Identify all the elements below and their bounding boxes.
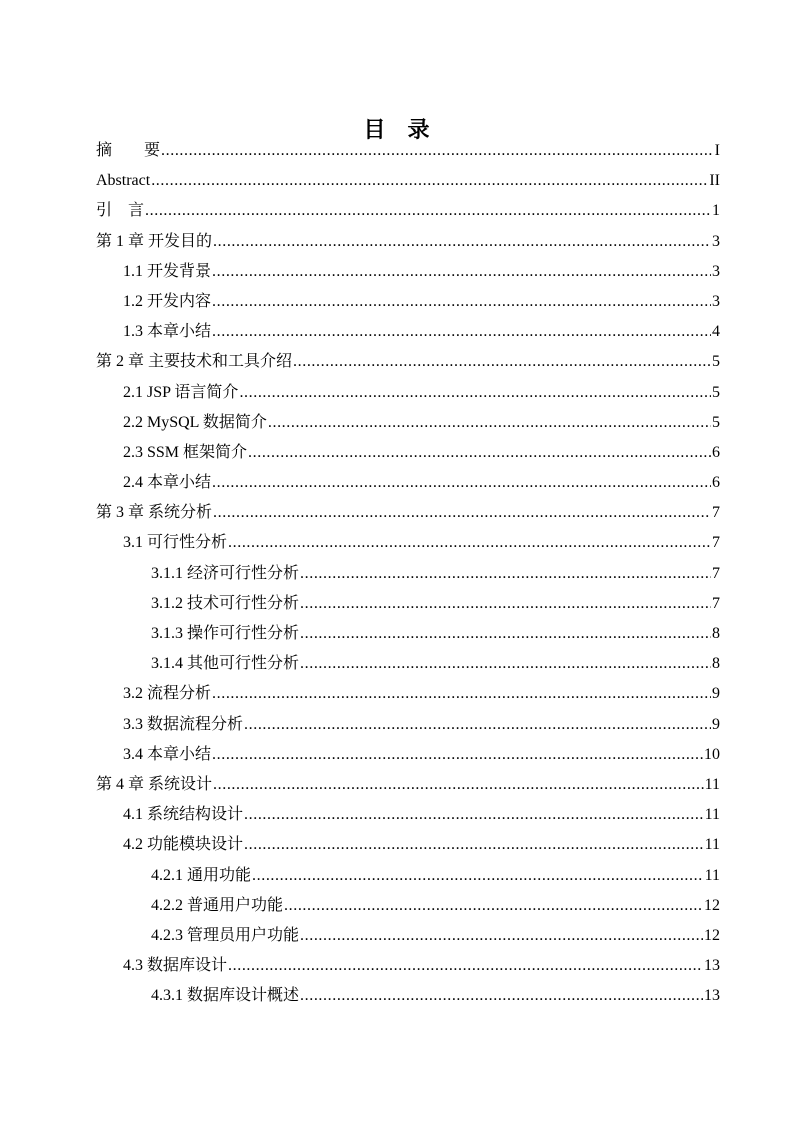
toc-entry-label: 3.2 流程分析 <box>123 685 212 703</box>
toc-leader-dots <box>300 981 703 1011</box>
toc-entry[interactable] <box>96 227 720 257</box>
toc-entry-label: 第 1 章 开发目的 <box>96 232 213 250</box>
toc-entry[interactable] <box>96 981 720 1011</box>
toc-leader-dots <box>284 891 703 921</box>
toc-leader-dots <box>212 468 711 498</box>
toc-entry-page-number: 13 <box>704 957 720 975</box>
toc-entry-label: 3.1.2 技术可行性分析 <box>151 594 300 612</box>
toc-leader-dots <box>145 196 711 226</box>
toc-entry-label: 3.1 可行性分析 <box>123 534 228 552</box>
toc-entry[interactable] <box>96 589 720 619</box>
toc-leader-dots <box>252 861 704 891</box>
toc-entry-page-number: 6 <box>712 443 720 461</box>
toc-title: 目 录 <box>363 116 430 142</box>
toc-leader-dots <box>151 166 708 196</box>
toc-entry[interactable] <box>96 800 720 830</box>
toc-entry-page-number: II <box>709 172 720 190</box>
toc-entry[interactable] <box>96 378 720 408</box>
toc-entry[interactable] <box>96 740 720 770</box>
toc-entry-page-number: 11 <box>704 806 720 824</box>
toc-entry-label: 第 3 章 系统分析 <box>96 504 213 522</box>
toc-leader-dots <box>300 649 711 679</box>
toc-entry-label: 3.1.4 其他可行性分析 <box>151 655 300 673</box>
toc-leader-dots <box>228 951 703 981</box>
toc-entry-page-number: 11 <box>704 836 720 854</box>
toc-entry[interactable] <box>96 408 720 438</box>
toc-entry[interactable] <box>96 710 720 740</box>
toc-entry-page-number: 6 <box>712 474 720 492</box>
toc-leader-dots <box>244 830 704 860</box>
toc-entry[interactable] <box>96 528 720 558</box>
toc-leader-dots <box>293 347 711 377</box>
toc-entry-page-number: 5 <box>712 353 720 371</box>
toc-entry-label: 4.2.1 通用功能 <box>151 866 252 884</box>
toc-leader-dots <box>300 619 711 649</box>
toc-entry[interactable] <box>96 166 720 196</box>
toc-leader-dots <box>213 498 711 528</box>
toc-leader-dots <box>300 589 711 619</box>
toc-entry-page-number: 3 <box>712 292 720 310</box>
toc-entry-label: 4.2 功能模块设计 <box>123 836 244 854</box>
toc-entry[interactable] <box>96 770 720 800</box>
toc-entry[interactable] <box>96 317 720 347</box>
toc-entry-page-number: 11 <box>704 775 720 793</box>
toc-entry-label: 4.3 数据库设计 <box>123 957 228 975</box>
toc-leader-dots <box>300 559 711 589</box>
toc-entry-label: 3.1.3 操作可行性分析 <box>151 625 300 642</box>
toc-leader-dots <box>244 800 704 830</box>
toc-entry-label: 3.1.1 经济可行性分析 <box>151 564 300 582</box>
toc-entry-page-number: I <box>714 142 720 159</box>
toc-entry[interactable] <box>96 468 720 498</box>
toc-entry[interactable] <box>96 498 720 528</box>
toc-leader-dots <box>212 257 711 287</box>
toc-entry[interactable] <box>96 257 720 287</box>
toc-entry-label: 3.3 数据流程分析 <box>123 715 244 733</box>
toc-entry[interactable] <box>96 679 720 709</box>
toc-entry-page-number: 12 <box>704 926 720 944</box>
toc-entry[interactable] <box>96 347 720 377</box>
toc-entry-page-number: 3 <box>712 262 720 280</box>
toc-leader-dots <box>212 740 703 770</box>
toc-leader-dots <box>248 438 711 468</box>
toc-entry[interactable] <box>96 891 720 921</box>
toc-leader-dots <box>213 770 704 800</box>
toc-list <box>96 136 720 1011</box>
toc-entry-page-number: 5 <box>712 383 720 401</box>
toc-leader-dots <box>212 287 711 317</box>
toc-entry-label: 1.2 开发内容 <box>123 292 212 310</box>
toc-entry-page-number: 12 <box>704 896 720 914</box>
toc-leader-dots <box>212 679 711 709</box>
toc-leader-dots <box>161 136 714 166</box>
toc-entry-page-number: 8 <box>712 655 720 673</box>
toc-entry-label: 摘 要 <box>96 142 161 159</box>
toc-entry-label: 2.3 SSM 框架简介 <box>123 443 248 461</box>
toc-entry-label: 引 言 <box>96 202 145 220</box>
toc-entry-label: 1.1 开发背景 <box>123 262 212 280</box>
toc-entry-label: 1.3 本章小结 <box>123 323 212 341</box>
toc-leader-dots <box>239 378 711 408</box>
toc-entry-page-number: 13 <box>704 987 720 1005</box>
toc-entry-page-number: 9 <box>712 685 720 703</box>
toc-leader-dots <box>228 528 711 558</box>
toc-entry[interactable] <box>96 559 720 589</box>
toc-entry-label: 4.2.2 普通用户功能 <box>151 896 284 914</box>
toc-entry[interactable] <box>96 196 720 226</box>
toc-leader-dots <box>268 408 711 438</box>
toc-entry-page-number: 11 <box>704 866 720 884</box>
toc-entry[interactable] <box>96 951 720 981</box>
toc-entry-page-number: 7 <box>712 534 720 552</box>
toc-entry-page-number: 8 <box>712 625 720 642</box>
toc-entry-page-number: 3 <box>712 232 720 250</box>
toc-entry-label: 第 4 章 系统设计 <box>96 775 213 793</box>
toc-entry-page-number: 7 <box>712 594 720 612</box>
toc-entry-page-number: 9 <box>712 715 720 733</box>
toc-entry[interactable] <box>96 287 720 317</box>
toc-entry-label: Abstract <box>96 172 151 190</box>
toc-entry[interactable] <box>96 136 720 166</box>
toc-entry-label: 4.3.1 数据库设计概述 <box>151 987 300 1005</box>
toc-entry[interactable] <box>96 438 720 468</box>
toc-entry-label: 4.2.3 管理员用户功能 <box>151 926 300 944</box>
toc-entry-label: 2.2 MySQL 数据简介 <box>123 413 267 431</box>
toc-entry-label: 第 2 章 主要技术和工具介绍 <box>96 353 293 371</box>
toc-entry-label: 2.1 JSP 语言简介 <box>123 383 239 401</box>
toc-entry-label: 3.4 本章小结 <box>123 745 212 763</box>
toc-leader-dots <box>213 227 711 257</box>
toc-entry-page-number: 1 <box>712 202 720 220</box>
toc-leader-dots <box>212 317 711 347</box>
toc-entry[interactable] <box>96 619 720 649</box>
toc-entry-page-number: 4 <box>712 323 720 341</box>
toc-entry[interactable] <box>96 861 720 891</box>
toc-entry[interactable] <box>96 649 720 679</box>
toc-entry-label: 2.4 本章小结 <box>123 474 212 492</box>
toc-entry-page-number: 10 <box>704 745 720 763</box>
toc-entry-label: 4.1 系统结构设计 <box>123 806 244 824</box>
toc-leader-dots <box>300 921 703 951</box>
toc-leader-dots <box>244 710 711 740</box>
toc-entry-page-number: 7 <box>712 564 720 582</box>
toc-entry[interactable] <box>96 921 720 951</box>
toc-entry-page-number: 7 <box>712 504 720 522</box>
toc-entry-page-number: 5 <box>712 413 720 431</box>
toc-entry[interactable] <box>96 830 720 860</box>
